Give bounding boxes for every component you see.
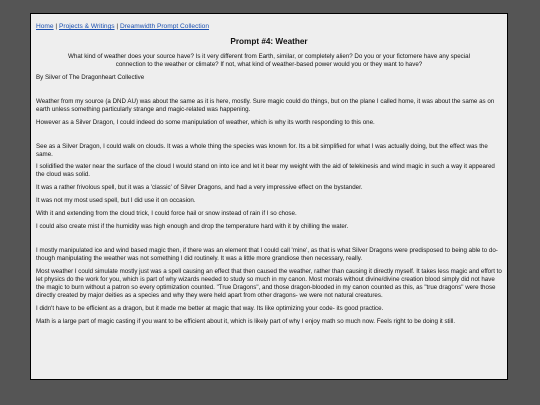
- nav-separator: |: [53, 23, 59, 30]
- nav-link-home[interactable]: Home: [36, 23, 54, 30]
- paragraph: With it and extending from the cloud trick, I could force hail or snow instead of rain if I so chose.: [36, 210, 297, 218]
- section-2: [36, 143, 502, 232]
- section-3: [36, 247, 502, 326]
- nav-separator: |: [114, 23, 120, 30]
- paragraph: I could also create mist if the humidity was high enough and drop the temperature hard with it by chilling the water.: [36, 223, 349, 231]
- paragraph: Weather from my source (a DND AU) was about the same as it is here, mostly. Sure magic could do things, but on the plane I called home, it was about the same as on earth unless something particularly strange and magic-related was happening.: [36, 97, 495, 113]
- nav-link-projects[interactable]: Projects & Writings: [58, 23, 115, 30]
- section-1: [36, 98, 502, 127]
- nav-link-prompt-collection[interactable]: Dreamwidth Prompt Collection: [119, 23, 210, 30]
- paragraph: Math is a large part of magic casting if you want to be efficient about it, which is likely part of why I enjoy math so much now. Feels right to be doing it still.: [36, 317, 456, 325]
- breadcrumb-nav: [36, 23, 502, 31]
- page-title: Prompt #4: Weather: [230, 37, 308, 47]
- paragraph: However as a Silver Dragon, I could indeed do some manipulation of weather, which is why its worth responding to this one.: [36, 118, 375, 126]
- paragraph: I didn't have to be efficient as a dragon, but it made me better at magic that way. Its like optimizing your code- its good practice.: [36, 304, 384, 312]
- paragraph: I mostly manipulated ice and wind based magic then, if there was an element that I could call 'mine', as that is what Silver Dragons were predisposed to being able to do- though manipulating the weather was not something I did routinely. It was a little more grandiose then necessary, really.: [36, 247, 498, 262]
- prompt-text: What kind of weather does your source have? Is it very different from Earth, similar, or completely alien? Do you or your fictomere have any special connection to the weather or climate? If not, what kind of weather-based power would you or they want to have?: [68, 52, 470, 68]
- paragraph: It was a rather frivolous spell, but it was a 'classic' of Silver Dragons, and had a very impressive effect on the bystander.: [36, 184, 363, 192]
- paragraph: See as a Silver Dragon, I could walk on clouds. It was a whole thing the species was known for. Its a bit simplified for what I was actually doing, but the effect was the same.: [36, 142, 488, 158]
- byline: By Silver of The Dragonheart Collective: [36, 73, 145, 81]
- paragraph: Most weather I could simulate mostly just was a spell causing an effect that then caused the weather, rather than causing it directly myself. It takes less magic and effort to let physics do the work for you, which is part of why wizards needed to study so much in my canon. Most morals without divine/divine creation blood simply did not have the magic to burn without a patron so every optimization counted. "True Dragons", and those dragon-blooded in my canon counted as this, as "true dragons" were those directly created by major deities as a species and why they were held apart from other dragons- we were not natural creatures.: [36, 267, 502, 299]
- paragraph: It was not my most used spell, but I did use it on occasion.: [36, 197, 196, 205]
- paragraph: I solidified the water near the surface of the cloud I would stand on into ice and let it bear my weight with the aid of telekinesis and wind magic in such a way it appeared the cloud was solid.: [36, 163, 495, 179]
- document-page: [30, 13, 508, 380]
